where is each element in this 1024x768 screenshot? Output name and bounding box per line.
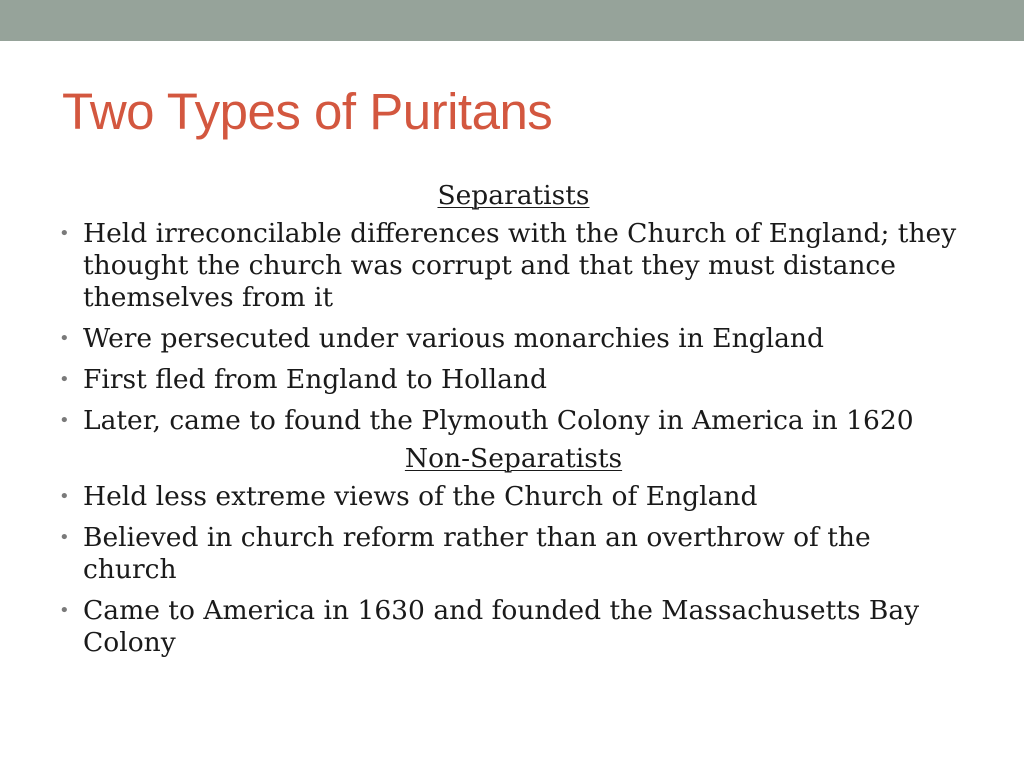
slide-title: Two Types of Puritans xyxy=(62,83,553,140)
list-item xyxy=(56,481,971,513)
bullet-icon: • xyxy=(59,600,70,621)
bullet-icon: • xyxy=(59,328,70,349)
list-item xyxy=(56,218,971,314)
bullet-icon: • xyxy=(59,369,70,390)
bullet-text: Came to America in 1630 and founded the Massachusetts Bay Colony xyxy=(83,595,920,658)
bullet-icon: • xyxy=(59,410,70,431)
bullet-text: Believed in church reform rather than an overthrow of the church xyxy=(83,522,871,585)
bullet-text: First fled from England to Holland xyxy=(83,364,547,395)
bullet-icon: • xyxy=(59,486,70,507)
list-item xyxy=(56,364,971,396)
list-item xyxy=(56,595,971,659)
section-heading-non-separatists: Non-Separatists xyxy=(404,443,623,474)
list-item xyxy=(56,522,971,586)
non-separatists-bullet-list xyxy=(56,481,971,659)
separatists-bullet-list xyxy=(56,218,971,437)
list-item xyxy=(56,405,971,437)
slide-body xyxy=(56,180,971,668)
bullet-text: Were persecuted under various monarchies in England xyxy=(83,323,824,354)
bullet-text: Later, came to found the Plymouth Colony in America in 1620 xyxy=(83,405,914,436)
top-accent-band xyxy=(0,0,1024,41)
list-item xyxy=(56,323,971,355)
bullet-text: Held irreconcilable differences with the Church of England; they thought the church was corrupt and that they must distance themselves from it xyxy=(83,218,957,313)
bullet-text: Held less extreme views of the Church of England xyxy=(83,481,758,512)
bullet-icon: • xyxy=(59,223,70,244)
bullet-icon: • xyxy=(59,527,70,548)
section-heading-separatists: Separatists xyxy=(437,180,590,211)
